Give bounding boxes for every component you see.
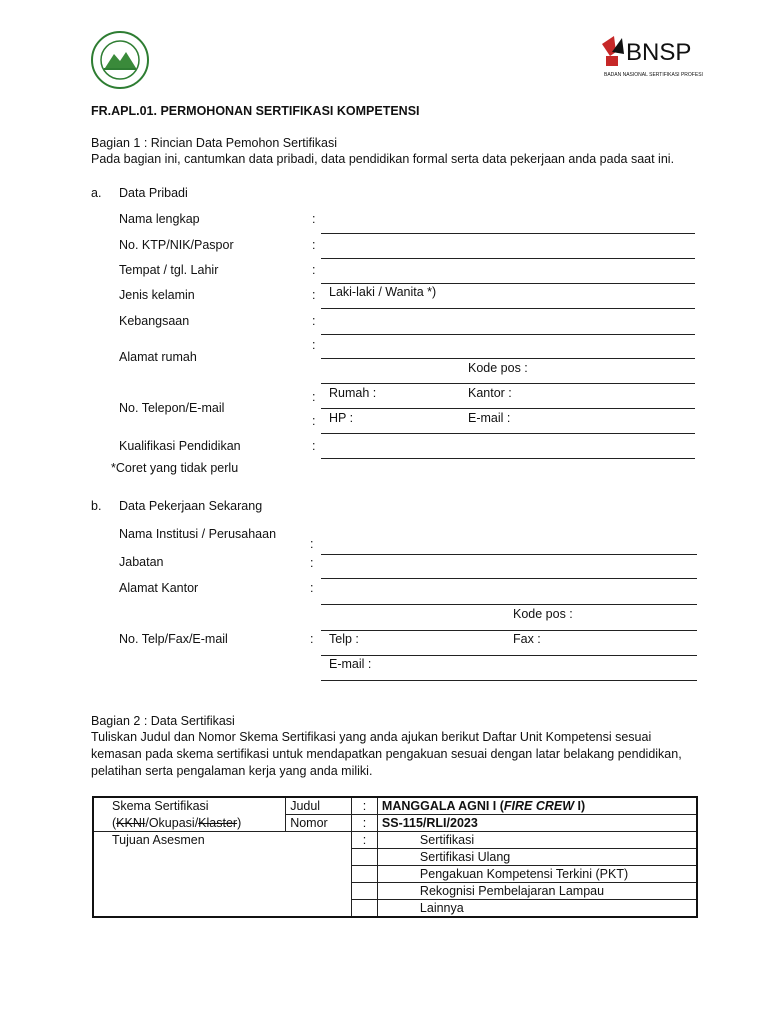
label-ttl: Tempat / tgl. Lahir bbox=[119, 263, 219, 277]
kkni-strike: KKNI bbox=[116, 815, 146, 830]
bnsp-logo-subtext: BADAN NASIONAL SERTIFIKASI PROFESI bbox=[604, 72, 703, 78]
document-title: FR.APL.01. PERMOHONAN SERTIFIKASI KOMPETENSI bbox=[91, 104, 420, 118]
judul-label: Judul bbox=[286, 797, 352, 815]
field-alamat-line[interactable] bbox=[321, 358, 695, 359]
section-b-heading: Data Pekerjaan Sekarang bbox=[119, 499, 263, 513]
label-nama: Nama lengkap bbox=[119, 212, 200, 226]
field-email-line[interactable] bbox=[321, 680, 697, 681]
field-jabatan-line[interactable] bbox=[321, 578, 697, 579]
colon: : bbox=[310, 537, 314, 551]
label-kodepos-kantor: Kode pos : bbox=[513, 607, 573, 621]
field-rumah-line[interactable] bbox=[321, 408, 695, 409]
option-lainnya[interactable]: Lainnya bbox=[377, 900, 697, 918]
field-jk-line bbox=[321, 308, 695, 309]
label-hp: HP : bbox=[329, 411, 354, 425]
judul-value[interactable]: MANGGALA AGNI I (FIRE CREW I) bbox=[377, 797, 697, 815]
label-telp-fax-email: No. Telp/Fax/E-mail bbox=[119, 632, 228, 646]
colon: : bbox=[352, 815, 378, 832]
schema-table bbox=[92, 796, 698, 918]
bagian1-title: Bagian 1 : Rincian Data Pemohon Sertifikasi bbox=[91, 136, 337, 150]
label-kodepos: Kode pos : bbox=[468, 361, 528, 375]
colon: : bbox=[352, 832, 378, 849]
label-jenis-kelamin: Jenis kelamin bbox=[119, 288, 195, 302]
label-telepon: No. Telepon/E-mail bbox=[119, 401, 225, 415]
field-ttl-line[interactable] bbox=[321, 283, 695, 284]
label-kualifikasi: Kualifikasi Pendidikan bbox=[119, 439, 241, 453]
field-institusi-line[interactable] bbox=[321, 554, 697, 555]
checkbox-cell[interactable] bbox=[352, 883, 378, 900]
colon: : bbox=[312, 338, 316, 352]
colon: : bbox=[312, 439, 316, 453]
option-sertifikasi[interactable]: Sertifikasi bbox=[377, 832, 697, 849]
bagian2-title: Bagian 2 : Data Sertifikasi bbox=[91, 714, 235, 728]
klaster-strike: Klaster bbox=[198, 815, 238, 830]
colon: : bbox=[312, 288, 316, 302]
colon: : bbox=[312, 263, 316, 277]
field-kualifikasi-line[interactable] bbox=[321, 458, 695, 459]
bnsp-logo-text: BNSP bbox=[626, 39, 692, 66]
label-kebangsaan: Kebangsaan bbox=[119, 314, 190, 328]
label-alamat: Alamat rumah bbox=[119, 350, 197, 364]
label-institusi: Nama Institusi / Perusahaan bbox=[119, 527, 277, 541]
bagian2-desc-3: pelatihan serta pengalaman kerja yang anda miliki. bbox=[91, 764, 373, 778]
bnsp-logo bbox=[600, 32, 715, 82]
label-kantor: Kantor : bbox=[468, 386, 512, 400]
bagian2-desc-1: Tuliskan Judul dan Nomor Skema Sertifikasi yang anda ajukan berikut Daftar Unit Kompetensi sesuai bbox=[91, 730, 652, 744]
field-kebangsaan-line[interactable] bbox=[321, 334, 695, 335]
checkbox-cell[interactable] bbox=[352, 866, 378, 883]
colon: : bbox=[310, 632, 314, 646]
checkbox-cell[interactable] bbox=[352, 900, 378, 918]
schema-label: Skema Sertifikasi bbox=[112, 799, 209, 814]
section-b-marker: b. bbox=[91, 499, 102, 513]
nomor-label: Nomor bbox=[286, 815, 352, 832]
colon: : bbox=[312, 414, 316, 428]
colon: : bbox=[310, 556, 314, 570]
label-rumah: Rumah : bbox=[329, 386, 377, 400]
field-telp-line[interactable] bbox=[321, 655, 697, 656]
colon: : bbox=[312, 390, 316, 404]
label-alamat-kantor: Alamat Kantor bbox=[119, 581, 199, 595]
field-alamat-kantor-line[interactable] bbox=[321, 604, 697, 605]
field-nama-line[interactable] bbox=[321, 233, 695, 234]
section-a-heading: Data Pribadi bbox=[119, 186, 188, 200]
option-pkt[interactable]: Pengakuan Kompetensi Terkini (PKT) bbox=[377, 866, 697, 883]
field-ktp-line[interactable] bbox=[321, 258, 695, 259]
jenis-kelamin-value[interactable]: Laki-laki / Wanita *) bbox=[329, 285, 437, 299]
label-email-kantor: E-mail : bbox=[329, 657, 372, 671]
colon: : bbox=[352, 797, 378, 815]
schema-type-cell: (KKNI/Okupasi/Klaster) bbox=[93, 815, 286, 832]
label-ktp: No. KTP/NIK/Paspor bbox=[119, 238, 234, 252]
option-rpl[interactable]: Rekognisi Pembelajaran Lampau bbox=[377, 883, 697, 900]
schema-label-cell bbox=[93, 797, 286, 815]
label-telp: Telp : bbox=[329, 632, 359, 646]
nomor-value[interactable]: SS-115/RLI/2023 bbox=[377, 815, 697, 832]
colon: : bbox=[310, 581, 314, 595]
field-kodepos-line[interactable] bbox=[321, 383, 695, 384]
bagian2-desc-2: kemasan pada skema sertifikasi untuk mendapatkan pengakuan sesuai dengan latar belakang pendidikan, bbox=[91, 747, 682, 761]
note-coret: *Coret yang tidak perlu bbox=[111, 461, 239, 475]
label-jabatan: Jabatan bbox=[119, 555, 164, 569]
field-hp-line[interactable] bbox=[321, 433, 695, 434]
colon: : bbox=[312, 212, 316, 226]
section-a-marker: a. bbox=[91, 186, 102, 200]
tujuan-label: Tujuan Asesmen bbox=[112, 833, 205, 848]
label-email: E-mail : bbox=[468, 411, 511, 425]
colon: : bbox=[312, 314, 316, 328]
label-fax: Fax : bbox=[513, 632, 541, 646]
lsp-logo bbox=[90, 30, 150, 90]
bagian1-desc: Pada bagian ini, cantumkan data pribadi, data pendidikan formal serta data pekerjaan anda pada saat ini. bbox=[91, 152, 675, 166]
colon: : bbox=[312, 238, 316, 252]
checkbox-cell[interactable] bbox=[352, 849, 378, 866]
option-sertifikasi-ulang[interactable]: Sertifikasi Ulang bbox=[377, 849, 697, 866]
field-kodepos-kantor-line[interactable] bbox=[321, 630, 697, 631]
